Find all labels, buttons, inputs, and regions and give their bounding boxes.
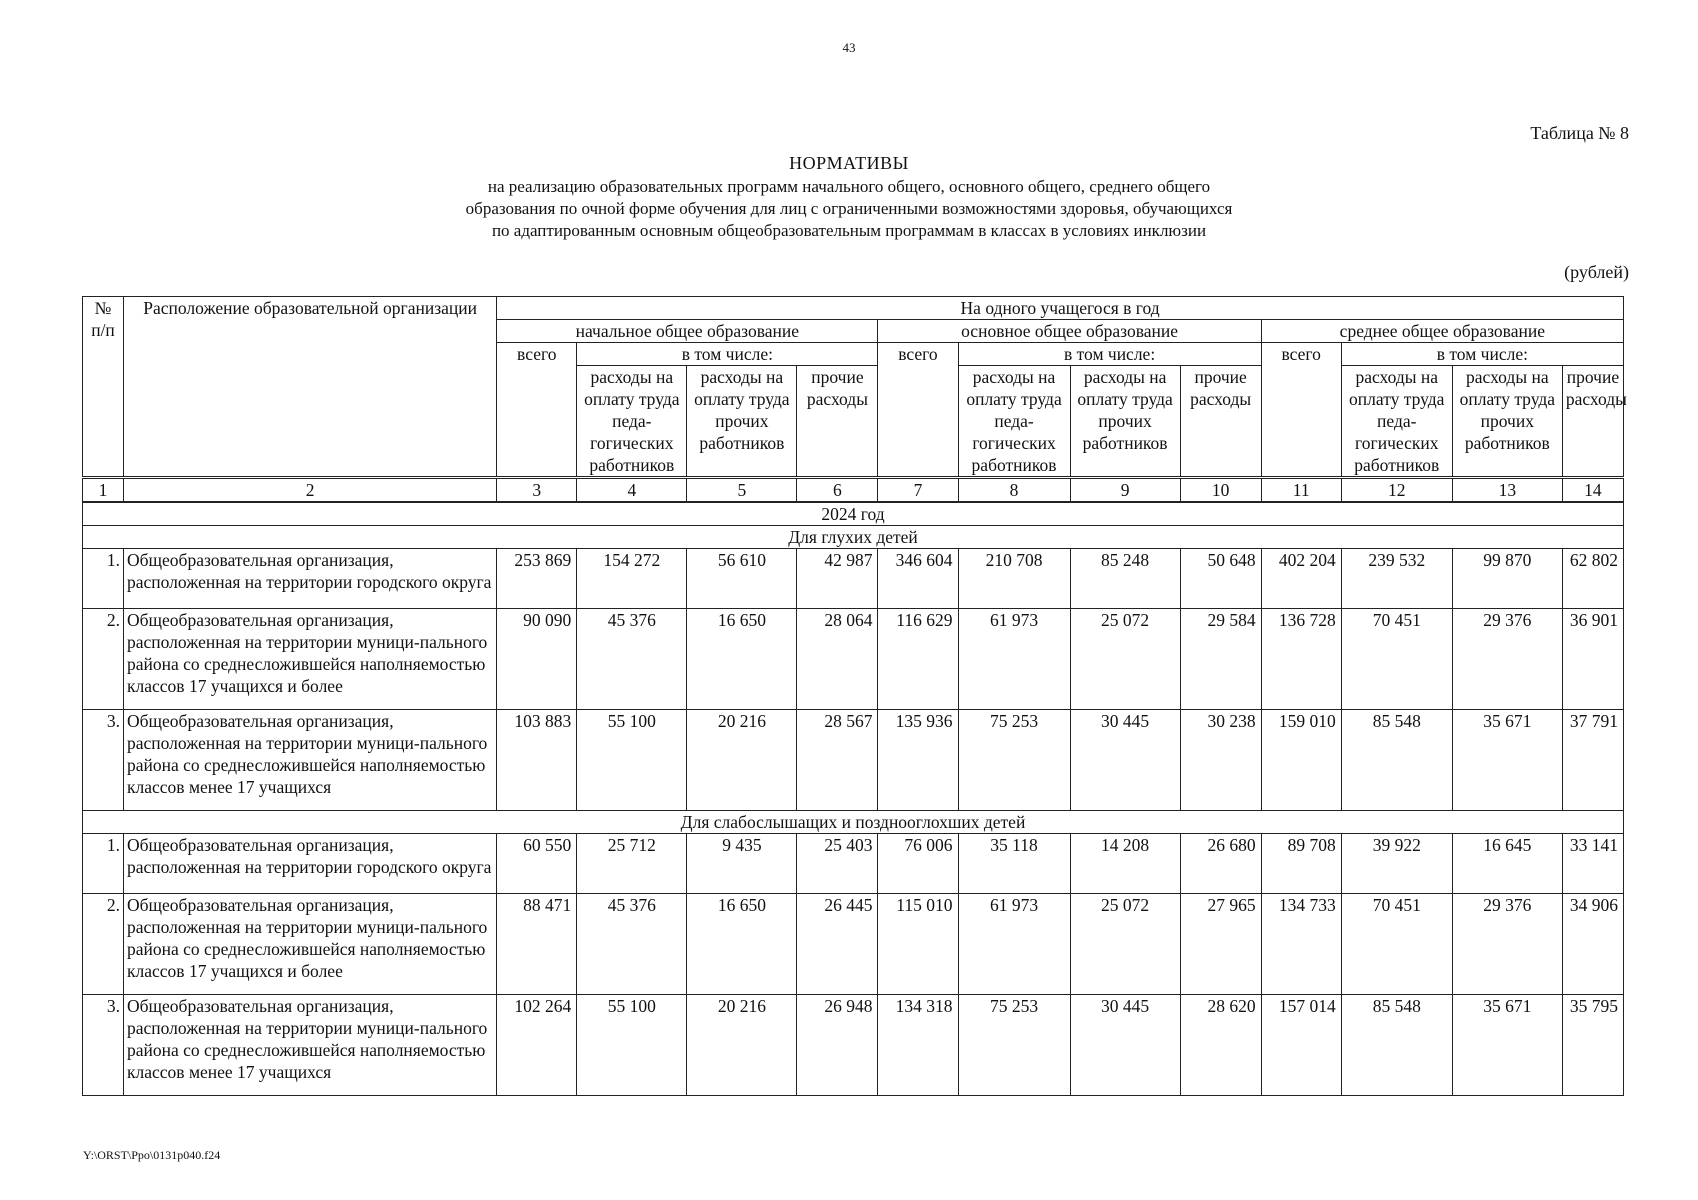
- units-label: (рублей): [1564, 262, 1629, 282]
- header-level-basic: основное общее образование: [878, 320, 1261, 343]
- header-total: всего: [878, 343, 958, 478]
- value-cell: 14 208: [1070, 834, 1180, 894]
- header-other-staff: расходы на оплату труда прочих работников: [687, 366, 797, 478]
- subtitle-line: на реализацию образовательных программ начального общего, основного общего, среднего общего: [487, 177, 1211, 196]
- value-cell: 28 567: [797, 710, 878, 811]
- value-cell: 239 532: [1341, 549, 1452, 609]
- subtitle-line: по адаптированным основным общеобразовательным программам в классах в условиях инклюзии: [491, 221, 1207, 240]
- header-ped-staff: расходы на оплату труда педа-гогических работников: [1341, 366, 1452, 478]
- table-row: [83, 834, 1624, 894]
- column-number: 5: [687, 478, 797, 503]
- value-cell: 34 906: [1562, 894, 1623, 995]
- value-cell: 35 795: [1562, 995, 1623, 1096]
- column-number: 12: [1341, 478, 1452, 503]
- value-cell: 29 376: [1452, 894, 1562, 995]
- subtitle-line: образования по очной форме обучения для лиц с ограниченными возможностями здоровья, обучающихся: [465, 199, 1233, 218]
- value-cell: 26 948: [797, 995, 878, 1096]
- column-number: 6: [797, 478, 878, 503]
- value-cell: 75 253: [958, 995, 1070, 1096]
- value-cell: 29 584: [1180, 609, 1261, 710]
- value-cell: 75 253: [958, 710, 1070, 811]
- table-body: [83, 478, 1624, 1096]
- value-cell: 56 610: [687, 549, 797, 609]
- value-cell: 27 965: [1180, 894, 1261, 995]
- value-cell: 28 064: [797, 609, 878, 710]
- norms-table: [82, 296, 1627, 1096]
- row-number: 2.: [83, 609, 124, 710]
- value-cell: 90 090: [497, 609, 577, 710]
- value-cell: 134 318: [878, 995, 958, 1096]
- value-cell: 35 118: [958, 834, 1070, 894]
- value-cell: 85 548: [1341, 995, 1452, 1096]
- value-cell: 28 620: [1180, 995, 1261, 1096]
- value-cell: 135 936: [878, 710, 958, 811]
- column-numbers-row: [83, 478, 1624, 503]
- table-row: [83, 995, 1624, 1096]
- value-cell: 25 712: [577, 834, 687, 894]
- value-cell: 76 006: [878, 834, 958, 894]
- organization-name: Общеобразовательная организация, расположенная на территории городского округа: [124, 549, 497, 609]
- value-cell: 134 733: [1261, 894, 1341, 995]
- value-cell: 26 445: [797, 894, 878, 995]
- column-number: 4: [577, 478, 687, 503]
- page-number: 43: [842, 40, 856, 55]
- column-number: 9: [1070, 478, 1180, 503]
- column-number: 7: [878, 478, 958, 503]
- value-cell: 102 264: [497, 995, 577, 1096]
- file-path: Y:\ORST\Ppo\0131p040.f24: [83, 1148, 221, 1162]
- value-cell: 45 376: [577, 609, 687, 710]
- value-cell: 25 072: [1070, 609, 1180, 710]
- header-other-expenses: прочие расходы: [1562, 366, 1623, 478]
- value-cell: 45 376: [577, 894, 687, 995]
- value-cell: 88 471: [497, 894, 577, 995]
- column-number: 11: [1261, 478, 1341, 503]
- value-cell: 62 802: [1562, 549, 1623, 609]
- document-subtitle: [0, 176, 1698, 242]
- value-cell: 9 435: [687, 834, 797, 894]
- value-cell: 16 645: [1452, 834, 1562, 894]
- header-per-student: На одного учащегося в год: [497, 297, 1624, 320]
- row-number: 1.: [83, 834, 124, 894]
- header-level-primary: начальное общее образование: [497, 320, 878, 343]
- row-number: 2.: [83, 894, 124, 995]
- year-row: [83, 502, 1624, 526]
- value-cell: 116 629: [878, 609, 958, 710]
- value-cell: 37 791: [1562, 710, 1623, 811]
- value-cell: 42 987: [797, 549, 878, 609]
- value-cell: 136 728: [1261, 609, 1341, 710]
- value-cell: 85 548: [1341, 710, 1452, 811]
- value-cell: 103 883: [497, 710, 577, 811]
- column-number: 10: [1180, 478, 1261, 503]
- header-number: № п/п: [83, 297, 124, 478]
- table-row: [83, 894, 1624, 995]
- value-cell: 70 451: [1341, 894, 1452, 995]
- value-cell: 36 901: [1562, 609, 1623, 710]
- value-cell: 55 100: [577, 710, 687, 811]
- value-cell: 16 650: [687, 894, 797, 995]
- header-location: Расположение образовательной организации: [124, 297, 497, 478]
- header-ped-staff: расходы на оплату труда педа-гогических работников: [577, 366, 687, 478]
- value-cell: 60 550: [497, 834, 577, 894]
- value-cell: 115 010: [878, 894, 958, 995]
- value-cell: 35 671: [1452, 710, 1562, 811]
- organization-name: Общеобразовательная организация, расположенная на территории муници-пального района со среднесложившейся наполняемостью классов 17 учащихся и более: [124, 609, 497, 710]
- value-cell: 25 072: [1070, 894, 1180, 995]
- value-cell: 16 650: [687, 609, 797, 710]
- organization-name: Общеобразовательная организация, расположенная на территории городского округа: [124, 834, 497, 894]
- value-cell: 70 451: [1341, 609, 1452, 710]
- header-other-expenses: прочие расходы: [1180, 366, 1261, 478]
- value-cell: 20 216: [687, 995, 797, 1096]
- row-number: 1.: [83, 549, 124, 609]
- value-cell: 50 648: [1180, 549, 1261, 609]
- document-title: НОРМАТИВЫ: [789, 153, 909, 173]
- header-including: в том числе:: [1341, 343, 1623, 366]
- value-cell: 99 870: [1452, 549, 1562, 609]
- table-label: Таблица № 8: [1530, 123, 1629, 143]
- value-cell: 30 238: [1180, 710, 1261, 811]
- value-cell: 35 671: [1452, 995, 1562, 1096]
- value-cell: 26 680: [1180, 834, 1261, 894]
- value-cell: 55 100: [577, 995, 687, 1096]
- table-row: [83, 710, 1624, 811]
- column-number: 3: [497, 478, 577, 503]
- value-cell: 61 973: [958, 894, 1070, 995]
- organization-name: Общеобразовательная организация, расположенная на территории муници-пального района со среднесложившейся наполняемостью классов менее 17 учащихся: [124, 995, 497, 1096]
- year-label: 2024 год: [83, 502, 1624, 526]
- organization-name: Общеобразовательная организация, расположенная на территории муници-пального района со среднесложившейся наполняемостью классов 17 учащихся и более: [124, 894, 497, 995]
- section-row: [83, 526, 1624, 549]
- value-cell: 33 141: [1562, 834, 1623, 894]
- value-cell: 253 869: [497, 549, 577, 609]
- value-cell: 30 445: [1070, 710, 1180, 811]
- organization-name: Общеобразовательная организация, расположенная на территории муници-пального района со среднесложившейся наполняемостью классов менее 17 учащихся: [124, 710, 497, 811]
- section-title: Для слабослышащих и позднооглохших детей: [83, 811, 1624, 834]
- value-cell: 61 973: [958, 609, 1070, 710]
- row-number: 3.: [83, 995, 124, 1096]
- value-cell: 210 708: [958, 549, 1070, 609]
- column-number: 2: [124, 478, 497, 503]
- table-row: [83, 549, 1624, 609]
- value-cell: 159 010: [1261, 710, 1341, 811]
- value-cell: 20 216: [687, 710, 797, 811]
- value-cell: 89 708: [1261, 834, 1341, 894]
- header-other-expenses: прочие расходы: [797, 366, 878, 478]
- column-number: 14: [1562, 478, 1623, 503]
- value-cell: 346 604: [878, 549, 958, 609]
- table-row: [83, 609, 1624, 710]
- value-cell: 157 014: [1261, 995, 1341, 1096]
- column-number: 8: [958, 478, 1070, 503]
- value-cell: 85 248: [1070, 549, 1180, 609]
- header-total: всего: [497, 343, 577, 478]
- section-title: Для глухих детей: [83, 526, 1624, 549]
- section-row: [83, 811, 1624, 834]
- value-cell: 39 922: [1341, 834, 1452, 894]
- value-cell: 154 272: [577, 549, 687, 609]
- row-number: 3.: [83, 710, 124, 811]
- header-total: всего: [1261, 343, 1341, 478]
- value-cell: 25 403: [797, 834, 878, 894]
- column-number: 1: [83, 478, 124, 503]
- header-level-secondary: среднее общее образование: [1261, 320, 1623, 343]
- header-other-staff: расходы на оплату труда прочих работников: [1452, 366, 1562, 478]
- header-ped-staff: расходы на оплату труда педа-гогических работников: [958, 366, 1070, 478]
- table-header: [83, 297, 1627, 478]
- header-including: в том числе:: [958, 343, 1261, 366]
- header-other-staff: расходы на оплату труда прочих работников: [1070, 366, 1180, 478]
- value-cell: 29 376: [1452, 609, 1562, 710]
- value-cell: 402 204: [1261, 549, 1341, 609]
- header-including: в том числе:: [577, 343, 878, 366]
- column-number: 13: [1452, 478, 1562, 503]
- value-cell: 30 445: [1070, 995, 1180, 1096]
